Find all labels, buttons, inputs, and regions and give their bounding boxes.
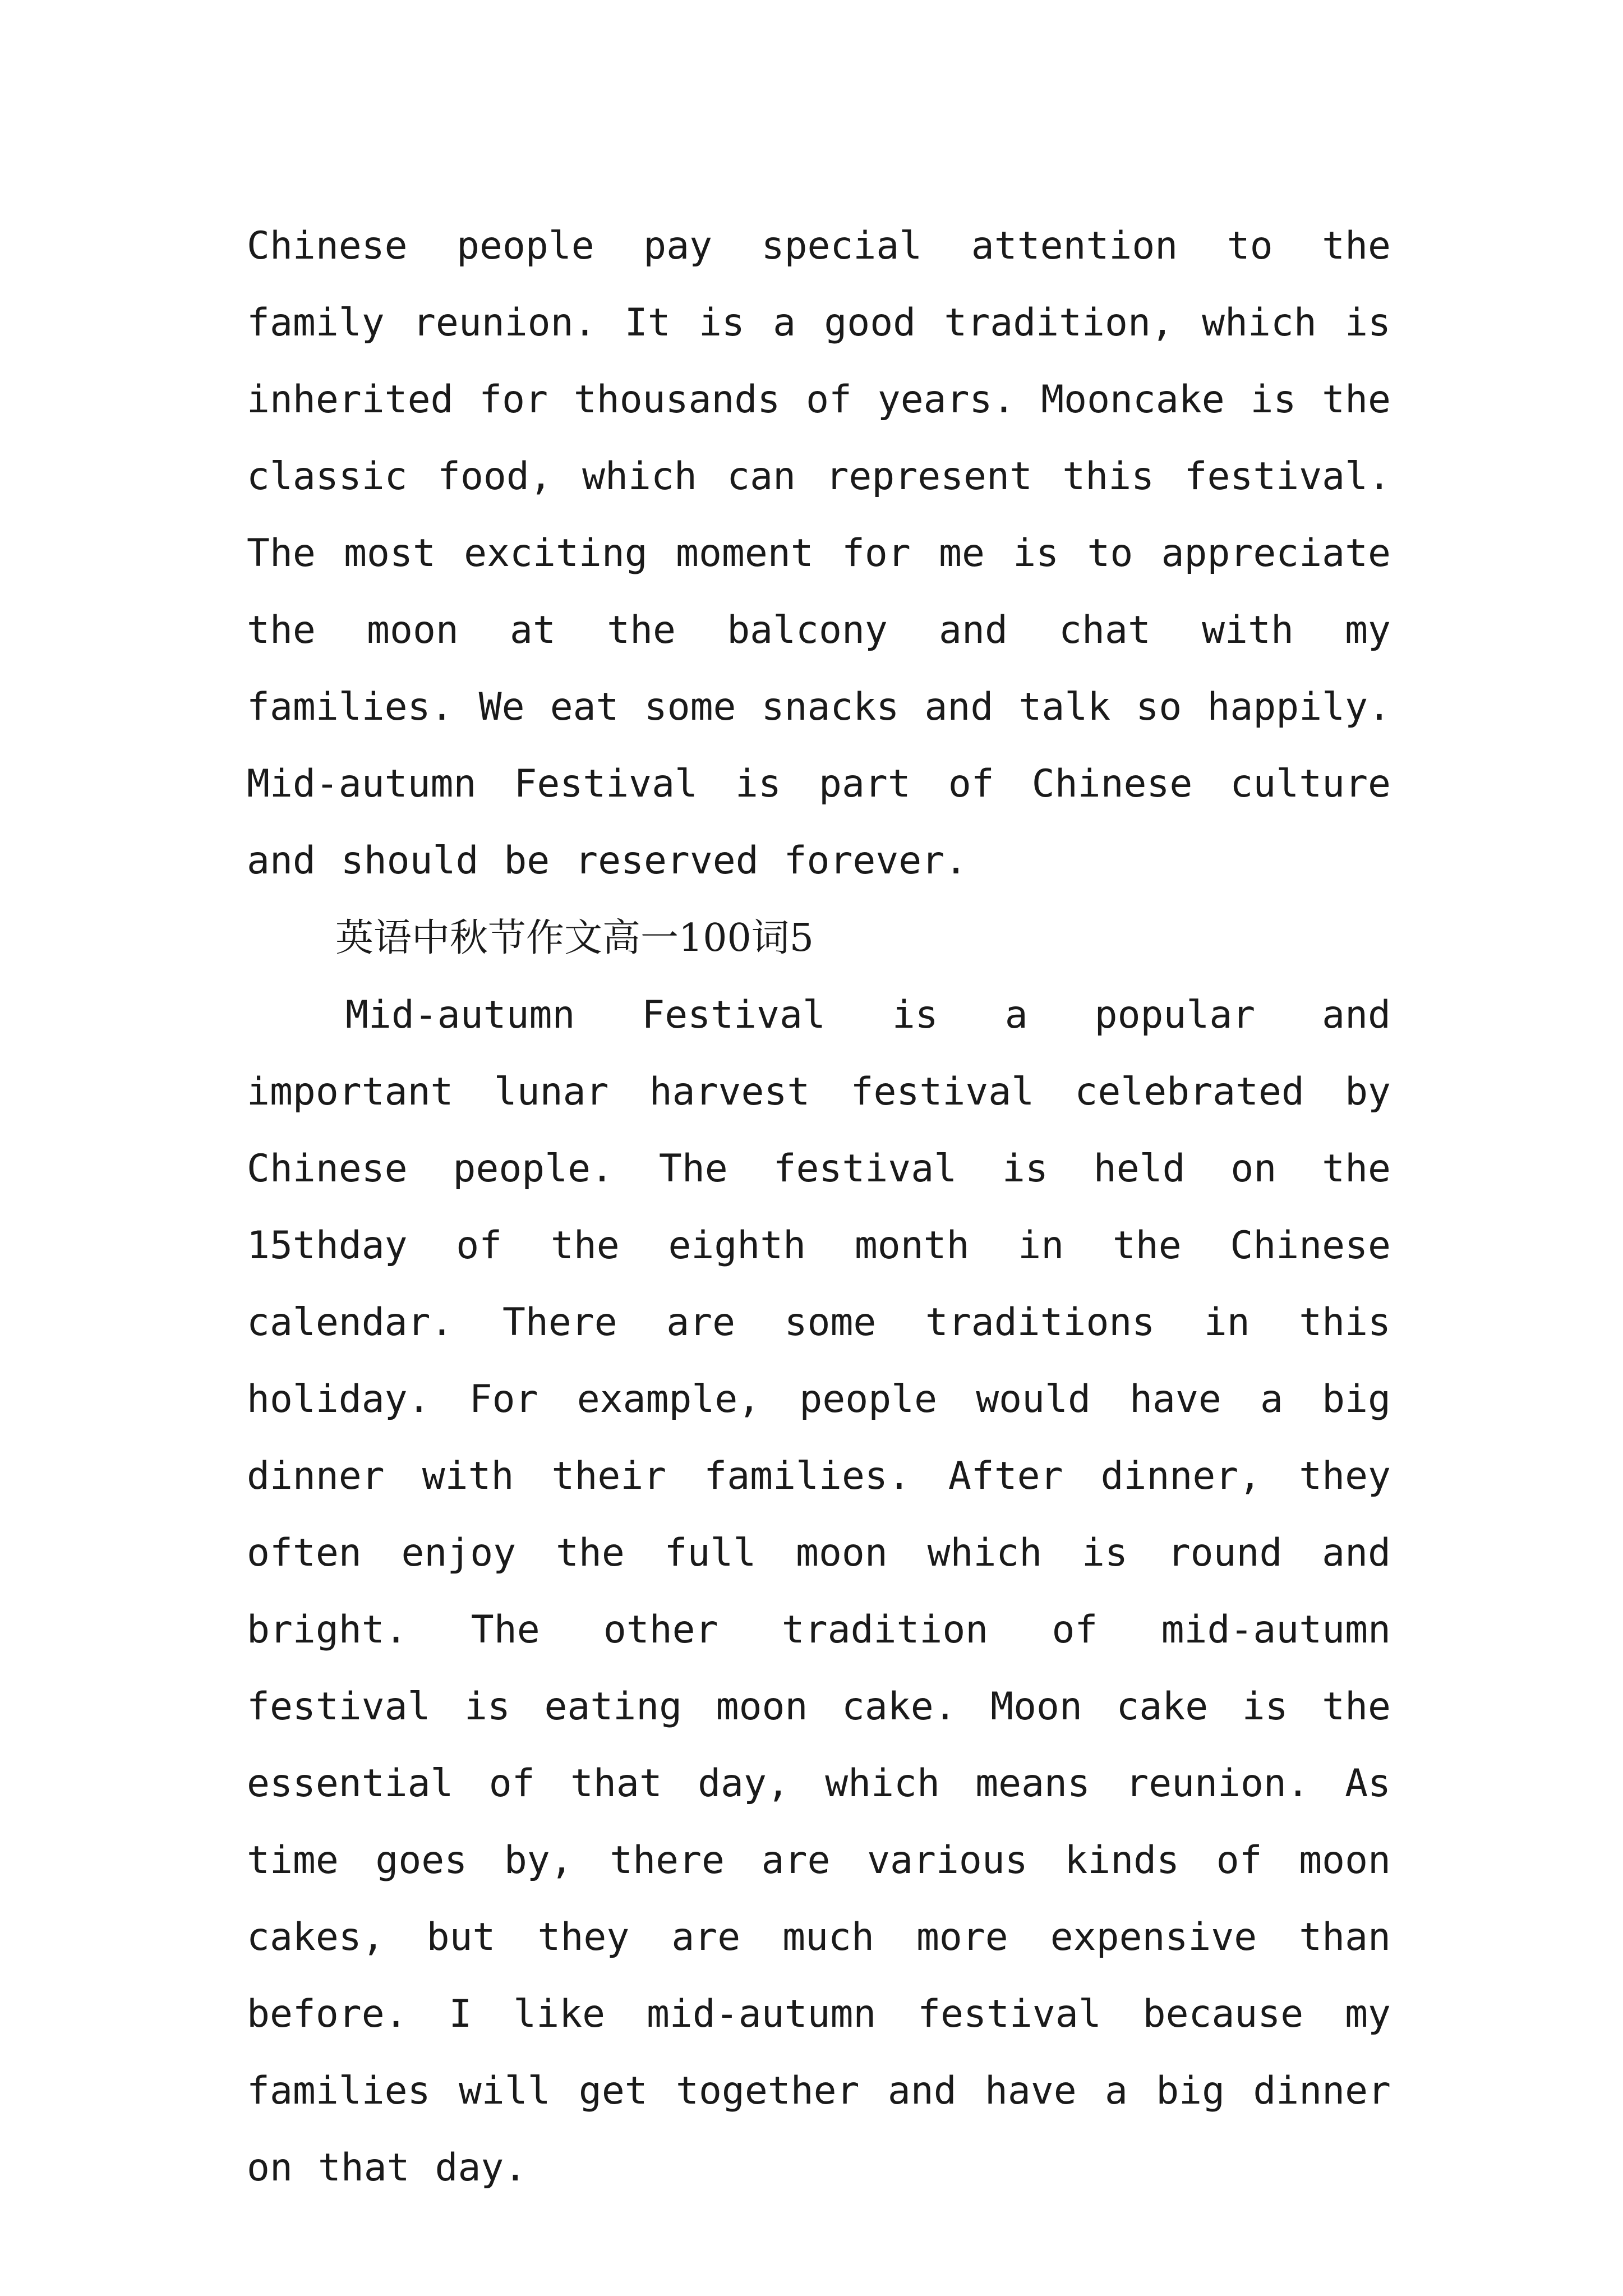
paragraph-1: Chinese people pay special attention to the family reunion. It is a good tradition, which is inherited for thousands of years. Mooncake is the classic food, which can represent this festival. The most exciting moment for me is to appreciate the moon at the balcony and chat with my families. We eat some snacks and talk so happily. Mid-autumn Festival is part of Chinese culture and should be reserved forever.	[247, 224, 1391, 883]
section-heading: 英语中秋节作文高一100词5	[335, 916, 814, 960]
paragraph-2: Mid-autumn Festival is a popular and important lunar harvest festival celebrated by Chinese people. The festival is held on the 15thday of the eighth month in the Chinese calendar. There are some traditions in this holiday. For example, people would have a big dinner with their families. After dinner, they often enjoy the full moon which is round and bright. The other tradition of mid-autumn festival is eating moon cake. Moon cake is the essential of that day, which means reunion. As time goes by, there are various kinds of moon cakes, but they are much more expensive than before. I like mid-autumn festival because my families will get together and have a big dinner on that day.	[247, 993, 1391, 2190]
